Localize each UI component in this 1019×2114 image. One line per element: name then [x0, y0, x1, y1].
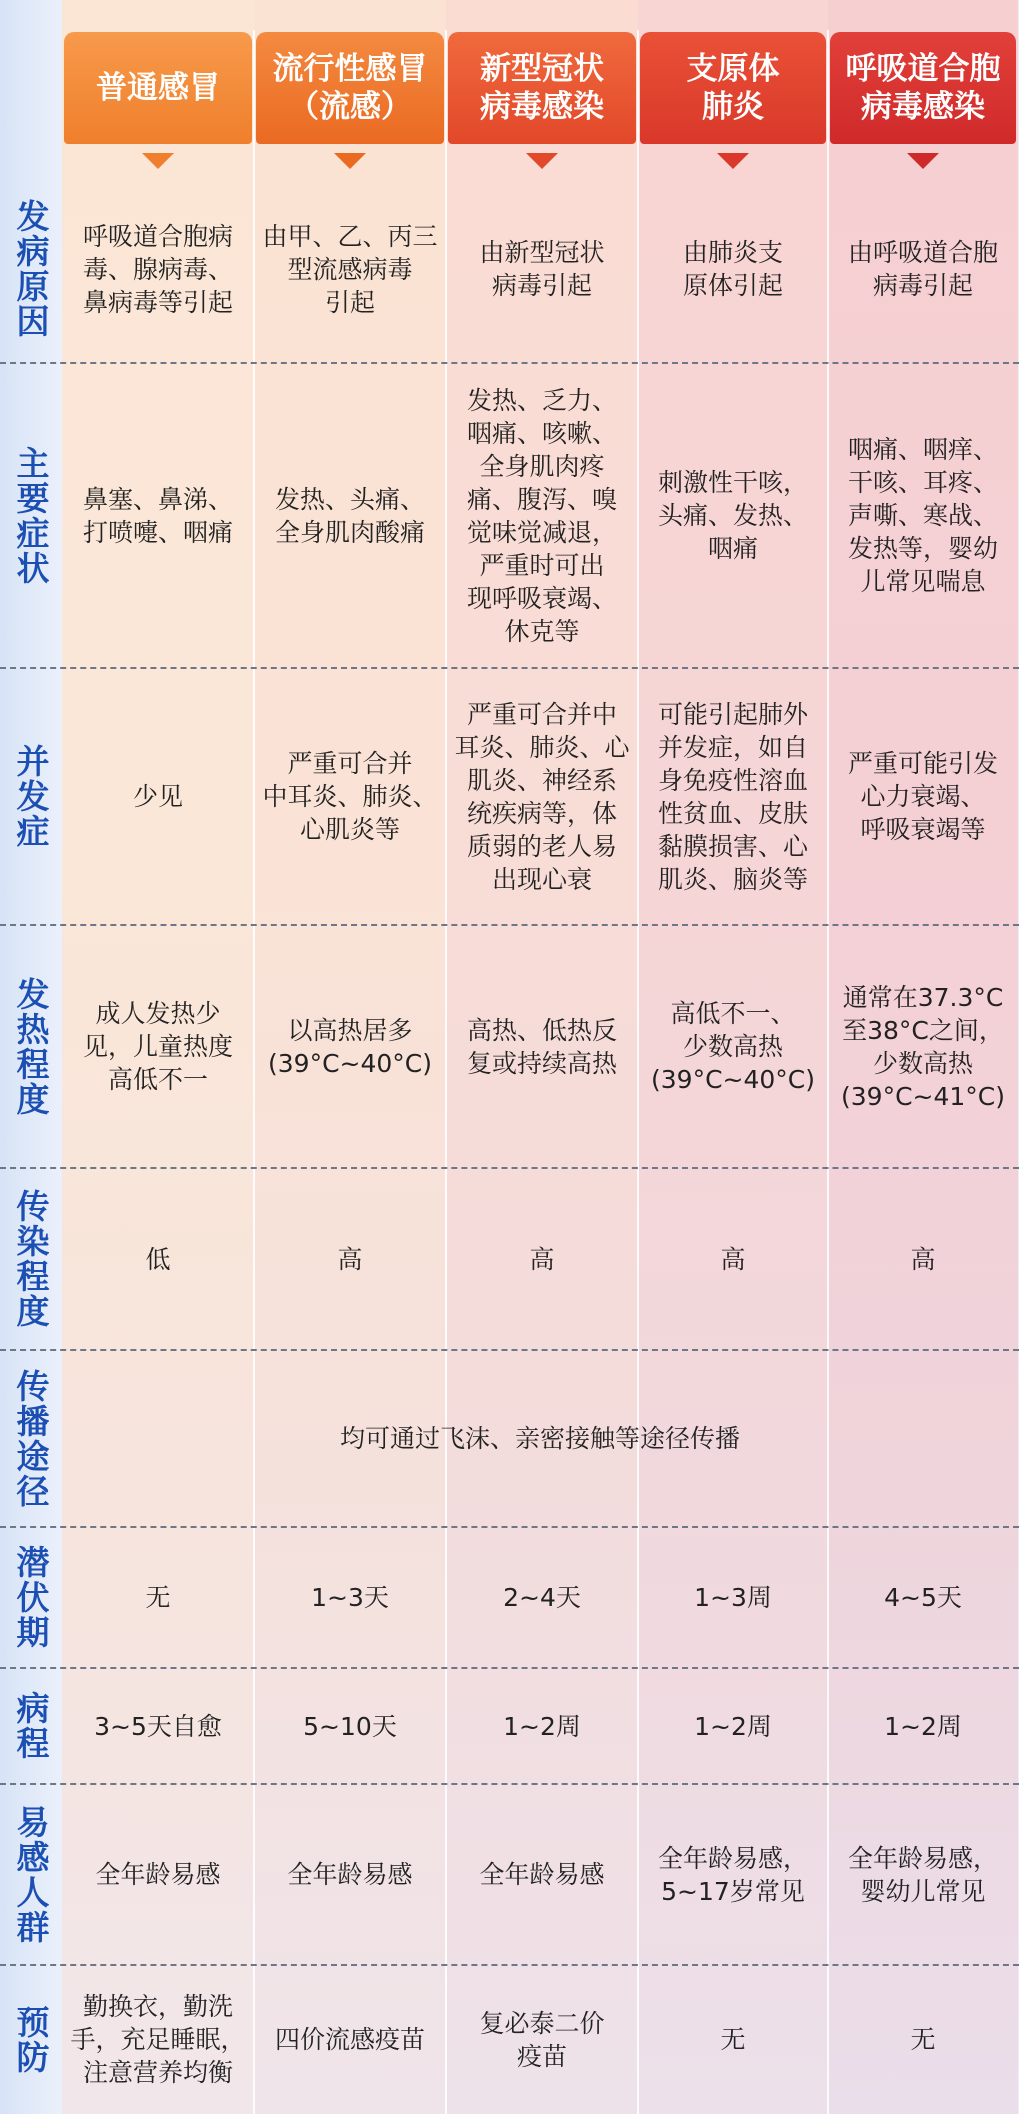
table-cell: 发热、乏力、 咽痛、咳嗽、 全身肌肉疼 痛、腹泻、嗅 觉味觉减退， 严重时可出 现呼吸衰竭、 休克等 — [466, 385, 617, 646]
table-cell: 严重可合并 中耳炎、肺炎、 心肌炎等 — [262, 749, 438, 844]
header-pointer-icon — [334, 153, 366, 169]
table-cell: 无 — [145, 1583, 171, 1612]
column-header — [64, 32, 252, 144]
table-cell: 无 — [720, 2025, 746, 2054]
row-label — [0, 1668, 62, 1784]
row-label-text: 主要症状 — [11, 445, 51, 586]
table-cell: 高 — [910, 1244, 936, 1274]
table-cell: 全年龄易感 — [287, 1860, 413, 1889]
row-label — [0, 925, 62, 1168]
table-cell: 4~5天 — [884, 1583, 962, 1612]
row-label — [0, 175, 62, 363]
table-cell: 四价流感疫苗 — [274, 2025, 425, 2054]
header-pointer-icon — [142, 153, 174, 169]
table-cell: 刺激性干咳， 头痛、发热、 咽痛 — [657, 468, 808, 563]
table-cell: 以高热居多 (39°C~40°C) — [268, 1015, 432, 1078]
table-cell: 全年龄易感， 婴幼儿常见 — [847, 1843, 998, 1906]
table-cell: 勤换衣，勤洗 手，充足睡眠， 注意营养均衡 — [70, 1992, 246, 2087]
table-cell: 无 — [910, 2025, 936, 2054]
table-cell: 5~10天 — [303, 1711, 397, 1741]
row-label-text: 发病原因 — [11, 199, 51, 339]
table-cell: 少见 — [132, 782, 183, 811]
column-header — [830, 32, 1016, 144]
table-cell: 高 — [720, 1244, 746, 1274]
table-cell: 鼻塞、鼻涕、 打喷嚏、咽痛 — [82, 484, 233, 547]
table-cell: 1~2周 — [884, 1711, 962, 1741]
table-cell: 全年龄易感， 5~17岁常见 — [657, 1843, 808, 1906]
row-label-text: 发热程度 — [11, 976, 51, 1117]
table-cell: 2~4天 — [503, 1583, 581, 1612]
table-cell: 1~3天 — [311, 1583, 389, 1612]
merged-cell: 均可通过飞沫、亲密接触等途径传播 — [339, 1424, 740, 1453]
table-cell: 高热、低热反 复或持续高热 — [466, 1015, 617, 1078]
column-header-label: 支原体 肺炎 — [686, 51, 780, 125]
table-cell: 全年龄易感 — [95, 1860, 221, 1889]
table-cell: 高 — [337, 1244, 363, 1274]
row-label — [0, 1527, 62, 1668]
table-cell: 1~2周 — [503, 1711, 581, 1741]
column-header-label: 普通感冒 — [96, 70, 220, 106]
row-label-text: 潜伏期 — [11, 1545, 51, 1650]
row-label-text: 传播途径 — [11, 1368, 51, 1509]
table-cell: 高 — [529, 1244, 555, 1274]
row-label-text: 预防 — [11, 2004, 51, 2075]
table-cell: 发热、头痛、 全身肌肉酸痛 — [274, 484, 425, 547]
table-cell: 由甲、乙、丙三 型流感病毒 引起 — [262, 221, 438, 317]
header-pointer-icon — [717, 153, 749, 169]
table-cell: 可能引起肺外 并发症，如自 身免疫性溶血 性贫血、皮肤 黏膜损害、心 肌炎、脑炎等 — [657, 699, 808, 894]
table-cell: 呼吸道合胞病 毒、腺病毒、 鼻病毒等引起 — [82, 221, 233, 317]
row-label — [0, 1168, 62, 1350]
table-cell: 由肺炎支 原体引起 — [682, 238, 783, 300]
row-label — [0, 1965, 62, 2114]
table-cell: 复必泰二价 疫苗 — [479, 2008, 605, 2071]
table-cell: 由新型冠状 病毒引起 — [479, 238, 605, 300]
table-cell: 严重可能引发 心力衰竭、 呼吸衰竭等 — [847, 749, 998, 844]
column-header-label: 呼吸道合胞 病毒感染 — [845, 51, 1001, 125]
table-cell: 通常在37.3°C 至38°C之间， 少数高热 (39°C~41°C) — [841, 982, 1005, 1111]
header-pointer-icon — [907, 153, 939, 169]
row-label-text: 传染程度 — [11, 1189, 51, 1329]
column-header — [448, 32, 636, 144]
table-cell: 由呼吸道合胞 病毒引起 — [847, 238, 998, 300]
row-label — [0, 363, 62, 668]
table-cell: 1~3周 — [694, 1583, 772, 1612]
table-cell: 3~5天自愈 — [94, 1711, 222, 1741]
column-header-label: 流行性感冒 （流感） — [272, 51, 428, 125]
table-cell: 高低不一、 少数高热 (39°C~40°C) — [651, 999, 815, 1094]
header-pointer-icon — [526, 153, 558, 169]
row-label — [0, 1784, 62, 1965]
row-label — [0, 1350, 62, 1527]
row-label-text: 并发症 — [11, 744, 51, 849]
row-label-text: 易感人群 — [11, 1804, 51, 1945]
table-cell: 严重可合并中 耳炎、肺炎、心 肌炎、神经系 统疾病等，体 质弱的老人易 出现心衰 — [454, 699, 630, 894]
column-header — [256, 32, 444, 144]
column-header-label: 新型冠状 病毒感染 — [480, 51, 604, 125]
table-cell: 1~2周 — [694, 1711, 772, 1741]
table-cell: 成人发热少 见，儿童热度 高低不一 — [82, 999, 233, 1094]
column-header — [640, 32, 826, 144]
row-label-text: 病程 — [11, 1691, 51, 1761]
table-cell: 全年龄易感 — [479, 1860, 605, 1889]
row-label — [0, 668, 62, 925]
table-cell: 低 — [145, 1244, 171, 1274]
table-cell: 咽痛、咽痒、 干咳、耳疼、 声嘶、寒战、 发热等，婴幼 儿常见喘息 — [847, 435, 998, 596]
